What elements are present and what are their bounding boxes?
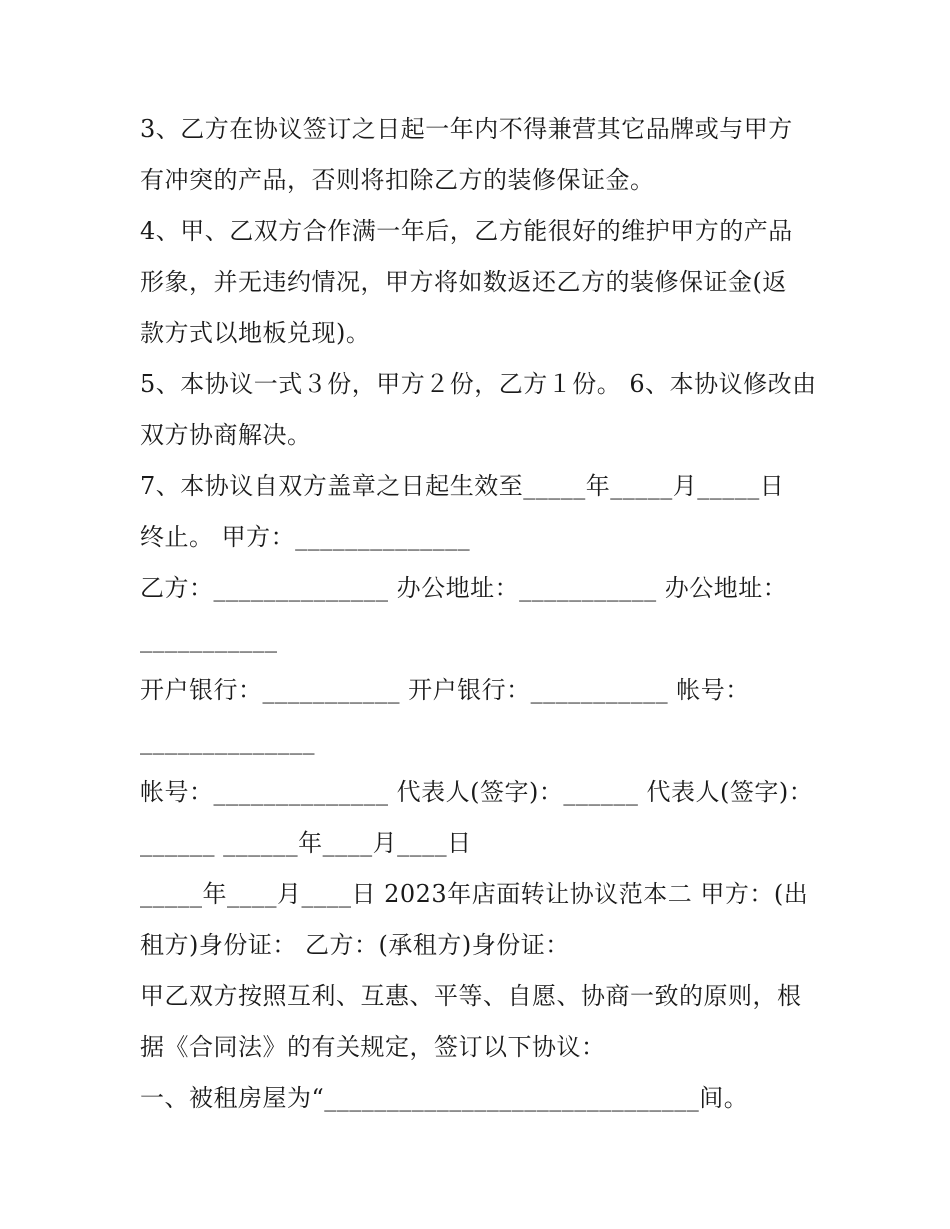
text-line: _____年____月____日 2023年店面转让协议范本二 甲方：(出 <box>140 880 809 908</box>
text-line: 一、被租房屋为“______________________________间。 <box>140 1084 749 1112</box>
text-line: 据《合同法》的有关规定，签订以下协议： <box>140 1033 606 1061</box>
text-line: 乙方：______________ 办公地址：___________ 办公地址： <box>140 574 788 602</box>
text-line: 租方)身份证： 乙方：(承租方)身份证： <box>140 931 570 959</box>
text-line: ______________ <box>140 727 315 755</box>
text-line: 4、甲、乙双方合作满一年后，乙方能很好的维护甲方的产品 <box>140 217 793 245</box>
text-line: 3、乙方在协议签订之日起一年内不得兼营其它品牌或与甲方 <box>140 115 793 143</box>
text-line: 5、本协议一式３份，甲方２份，乙方１份。 6、本协议修改由 <box>140 370 817 398</box>
text-line: 开户银行：___________ 开户银行：___________ 帐号： <box>140 676 750 704</box>
document-body <box>140 104 820 1124</box>
text-line: ______ ______年____月____日 <box>140 829 472 857</box>
text-line: 7、本协议自双方盖章之日起生效至_____年_____月_____日 <box>140 472 785 500</box>
text-line: 甲乙双方按照互利、互惠、平等、自愿、协商一致的原则，根 <box>140 982 802 1010</box>
text-line: 款方式以地板兑现)。 <box>140 319 371 347</box>
text-line: 有冲突的产品，否则将扣除乙方的装修保证金。 <box>140 166 655 194</box>
text-line: ___________ <box>140 625 278 653</box>
text-line: 帐号：______________ 代表人(签字)：______ 代表人(签字)： <box>140 778 814 806</box>
text-line: 终止。 甲方：______________ <box>140 523 471 551</box>
text-line: 形象，并无违约情况，甲方将如数返还乙方的装修保证金(返 <box>140 268 787 296</box>
text-line: 双方协商解决。 <box>140 421 312 449</box>
